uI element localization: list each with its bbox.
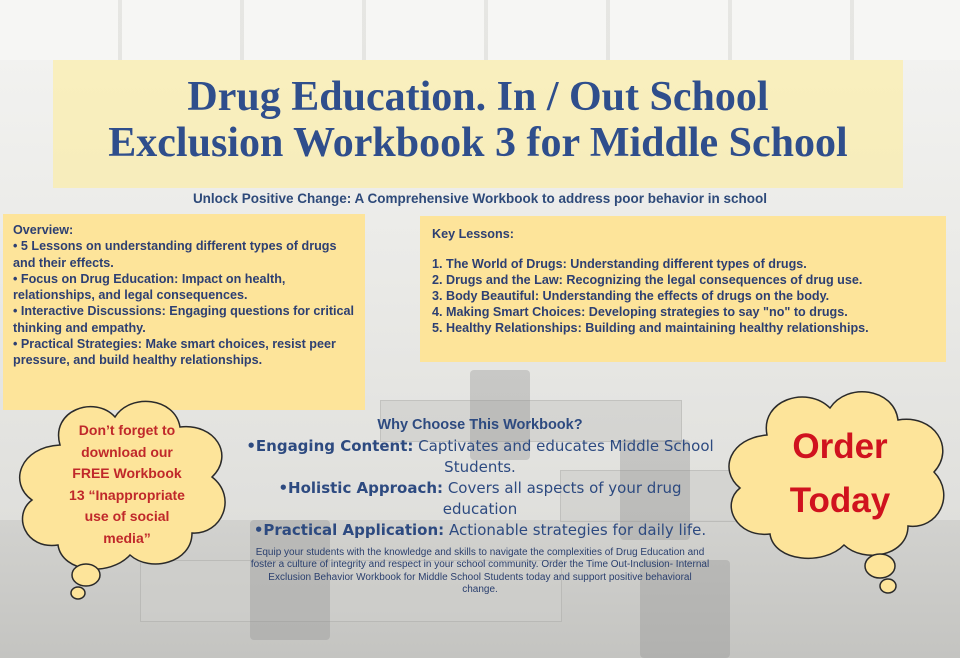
feature-desc: Covers all aspects of your drug education (442, 479, 682, 518)
overview-box (3, 214, 365, 410)
order-line: Order (792, 427, 888, 466)
lesson-item: 1. The World of Drugs: Understanding different types of drugs. (432, 257, 807, 271)
title-line-1: Drug Education. In / Out School (187, 74, 769, 120)
overview-heading: Overview: (13, 223, 74, 237)
feature-label: •Practical Application: (253, 521, 445, 539)
cloud-line: use of social (84, 508, 170, 524)
feature-desc: Captivates and educates Middle School Students. (418, 437, 714, 476)
free-workbook-cloud-text (42, 420, 212, 549)
ceiling-lights (0, 0, 960, 60)
why-choose-heading: Why Choose This Workbook? (377, 417, 583, 433)
title-line-2: Exclusion Workbook 3 for Middle School (108, 120, 848, 166)
promo-paragraph: Equip your students with the knowledge and skills to navigate the complexities of Drug Education and foster a culture of integrity and respect in your school community. Order the Time Out-Inclusion- Internal Exclusion Behavior Workbook for Middle School Students today and support positive behavioral change. (250, 547, 710, 596)
subtitle: Unlock Positive Change: A Comprehensive Workbook to address poor behavior in school (192, 191, 768, 206)
lesson-item: 5. Healthy Relationships: Building and maintaining healthy relationships. (432, 321, 869, 335)
lesson-item: 4. Making Smart Choices: Developing strategies to say "no" to drugs. (432, 305, 848, 319)
cloud-line: FREE Workbook (72, 465, 182, 481)
overview-item: • 5 Lessons on understanding different types of drugs and their effects. (13, 239, 340, 270)
feature-practical-application (240, 520, 720, 541)
why-choose-section (240, 417, 720, 597)
feature-holistic-approach (240, 478, 720, 520)
feature-desc: Actionable strategies for daily life. (448, 521, 707, 539)
lesson-item: 3. Body Beautiful: Understanding the effects of drugs on the body. (432, 289, 830, 303)
cloud-line: Don’t forget to (78, 422, 176, 438)
overview-item: • Interactive Discussions: Engaging questions for critical thinking and empathy. (13, 304, 358, 335)
cloud-line: download our (81, 443, 173, 460)
page-title (53, 74, 903, 166)
order-today-cloud-text[interactable] (730, 420, 950, 528)
cloud-line: 13 “Inappropriate (69, 486, 185, 503)
overview-item: • Practical Strategies: Make smart choices, resist peer pressure, and build healthy relationships. (13, 337, 340, 368)
overview-item: • Focus on Drug Education: Impact on health, relationships, and legal consequences. (13, 271, 289, 303)
feature-engaging-content (240, 436, 720, 478)
lesson-item: 2. Drugs and the Law: Recognizing the legal consequences of drug use. (432, 273, 863, 287)
cloud-line: media” (103, 529, 151, 546)
feature-label: •Holistic Approach: (278, 479, 444, 497)
order-line: Today (789, 481, 891, 520)
key-lessons-box (420, 216, 946, 362)
key-lessons-heading: Key Lessons: (432, 227, 514, 241)
feature-label: •Engaging Content: (246, 437, 414, 455)
